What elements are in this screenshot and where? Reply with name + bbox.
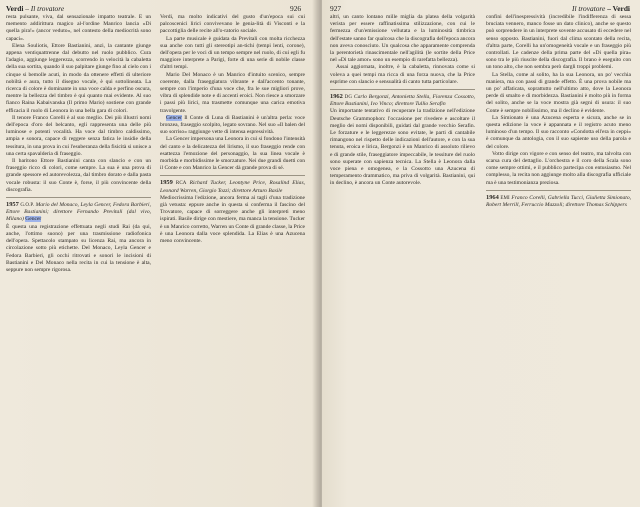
- paragraph: resta pulsante, viva, dal sensazionale impatto teatrale. E un memento addirittura magico al-l'ordine Manrico lancia «Di quella pira!» (ancor veduto», nel contesto della mediocrità sono capaci».: [6, 14, 151, 42]
- right-running-head-title: Il trovatore: [572, 4, 606, 13]
- entry-body: È questa una registrazione effettuata negli studi Rai (da qui, anche, l'ottimo suono) per una trasmissione radiofonica dell'opera. Spettacolo stampato su licenza Rai, ma ancora in circolazione sotto più etichette. Del Monaco, Leyla Gencer e Fedora Barbieri, gli occhi ritrovati e sonori le incisioni di Bastianini e Del Monaco nella recita in cui la tensione è alta, seppure non sempre rigorosa.: [6, 223, 151, 273]
- left-column-2: [160, 14, 305, 502]
- paragraph: La Stella, come al solito, ha la sua Leonora, un po' vecchia maniera, ma con passi di grande effetto. È una prova nobile ma un po' affaticata, soprattutto nell'ultimo atto, dove la Leonora perde di smalto e di morbidezza. Bastianini è molto più in forma del solito, anche se la voce mostra già segni di usura: il suo Conte è sempre nobilissimo, ma il declino è evidente.: [486, 71, 631, 114]
- entry-body: Mediocrissima l'edizione, ancora ferma ai tagli d'una tradizione già vetusta: eppure anche in questa si conferma il fascino del Trovatore, capace di sorreggere anche gli interpreti meno ispirati. Basile dirige con mestiere, ma manca la tensione. Tucker è un Manrico corretto, Warren un Conte di grande classe, la Price è una Leonora dalla voce splendida. La Elias è una Azucena meno convincente.: [160, 194, 305, 245]
- left-running-head-title: Verdi: [6, 4, 24, 13]
- paragraph: confini dell'inespressività (incredibile l'indifferenza di sessa bruciata vennero, manco fosse un dato clinico), anche se questo può sorprendere in un interprete sovente accusato di eccedere nel senso opposto. Bastianini, fuori dal clima scontato della recita, d'altra parte, Corelli ha un'omogeneità vocale e un fraseggio più controllati. Le cadenze della prima parte del «Di quella pira» sono tra le più riuscite della discografia. Il brano è eseguito con un tono alto, che non sembra però dargli troppi problemi.: [486, 14, 631, 71]
- highlighted-word: Gencer: [166, 114, 183, 121]
- entry-year: 1964: [486, 193, 499, 201]
- entry-cast: Carlo Bergonzi, Antonietta Stella, Fiorenza Cossotto, Ettore Bastianini, Ivo Vinco; direttore Tullio Serafin: [330, 94, 475, 108]
- recording-entry-1959: [160, 179, 305, 194]
- left-column-1: [6, 14, 151, 502]
- entry-cast: Richard Tucker, Leontyne Price, Rosalind Elias, Leonard Warren, Giorgio Tozzi; direttore Arturo Basile: [160, 180, 305, 194]
- paragraph: Il baritono Ettore Bastianini canta con slancio e con un fraseggio ricco di colori, come sempre. La sua è una prova di grande spessore ed autorevolezza, dal timbro dorato e dalla pasta vocale robusta: il suo Conte è, forse, il più convincente della discografia.: [6, 158, 151, 193]
- entry-cast: Franco Corelli, Gabriella Tucci, Giulietta Simionato, Robert Merrill, Ferruccio Mazzoli; direttore Thomas Schippers: [486, 194, 631, 209]
- entry-divider: [486, 190, 631, 191]
- entry-label: RCA: [175, 181, 187, 187]
- paragraph: [160, 115, 305, 137]
- entry-year: 1957: [6, 201, 19, 209]
- paragraph: La Gencer impersona una Leonora in cui si fondono l'intensità del canto e la delicatezza del lirismo, il suo fraseggio rende con esattezza l'emozione del personaggio, la sua linea vocale è morbida e morbidissime le smorzature. Nei due grandi duetti con il Conte e con Manrico la Gencer dà grande prova di sé.: [160, 136, 305, 172]
- left-running-head-subtitle: – Il trovatore: [25, 4, 65, 13]
- paragraph: Assai aggiornata, inoltre, è la cabaletta, rinnovata come si voleva a quei tempi ma ricca di una forza nuova, che la Price esprime con slancio e sensualità di canto tutta particolare.: [330, 64, 475, 85]
- paragraph: Votto dirige con vigore e con senso del teatro, ma talvolta con scarsa cura del dettaglio. L'orchestra e il coro della Scala sono come sempre ottimi, e il pubblico partecipa con entusiasmo. Nel complesso, la recita non aggiunge molto alla discografia ufficiale ma è una testimonianza preziosa.: [486, 150, 631, 186]
- entry-cast: Mario del Monaco, Leyla Gencer, Fedora Barbieri, Ettore Bastianini; direttore Fernando Previtali (dal vivo, Milano): [6, 202, 151, 223]
- left-page-number: 926: [290, 4, 302, 13]
- right-running-head-subtitle: – Verdi: [607, 4, 630, 13]
- paragraph: Elena Souliotis, Ettore Bastianini, anzi, la cantante giunge appena ventiquattrenne dal debutto nel ruolo pubblico. Cura l'adagio, aggiunge leggerezza, scorrendo in velocità la cabaletta della sua sortita, quando il suo palpitare giunge fino al cielo con i cinque si bemolle acuti, in modo da ottenere effetti di ulteriore nobiltà e aura, tutto il disegno vocale, è qui sottolineata. La ricerca di colore è dominante in una voce calda e perfino oscura, mentre la bellezza del timbro è qui quanto mai evidente. Al suo fianco Raina Kabaivanska (Il primo Mario) sostiene con grande efficacia il ruolo di Leonora in una bella gara di colori.: [6, 42, 151, 114]
- entry-year: 1959: [160, 179, 173, 187]
- paragraph: Il tenore Franco Corelli è al suo meglio. Dei più illustri nomi dell'epoca d'oro del belcanto, egli rappresenta una delle più luminose e potenti vocalità. Ha voce dal timbro caldissimo, ampia e sonora, capace di reggere senza fatica le insidie della tessitura, in una prova in cui l'esuberanza della fisicità si unisce a una certa spavalderia di fraseggio.: [6, 114, 151, 157]
- recording-entry-1962: [330, 93, 475, 108]
- paragraph: Mario Del Monaco è un Manrico d'intuito scenico, sempre coerente, dalla fraseggiatura vibrante e dall'accento tonante, sempre con l'imperio d'una voce che, fra le sue migliori prove, vibra di splendide note e di accenti eroici. Non riesce a smorzare i passi più lirici, ma trasmette comunque una carica emotiva travolgente.: [160, 71, 305, 114]
- paragraph-text: Il Conte di Luna di Bastianini è un'altra perla: voce bronzea, fraseggio scolpito, legato sovrano. Nel suo «Il balen del suo sorriso» raggiunge vette di intensa espressività.: [160, 114, 305, 136]
- entry-label: EMI: [500, 195, 510, 201]
- search-highlight: Gencer: [25, 216, 42, 223]
- entry-body: Un importante tentativo di recuperare la tradizione nell'edizione Deutsche Grammophon: l'occasione per rivedere e ascoltare il meglio dei nomi disponibili, guidati dal grande vecchio Serafin. Le forzature e le leggerezze sono evitate, le parti di cantabile rimangono nel rispetto delle indicazioni dell'autore, e con la sua tenuta, eroica e lirica, Bergonzi è un Manrico di assoluto rilievo e di grande stile, fraseggiatore impeccabile, le tessiture del ruolo sono superate con sapienza tecnica. La Stella è Leonora dalla voce piena e omogenea, e la Cossotto una Azucena di temperamento drammatico, ma priva di volgarità. Bastianini, qui in declino, è ancora un Conte autorevole.: [330, 108, 475, 187]
- right-column-1: [330, 14, 475, 502]
- entry-divider: [6, 197, 151, 198]
- entry-divider: [330, 89, 475, 90]
- right-column-2: [486, 14, 631, 502]
- right-running-head: [572, 4, 630, 13]
- recording-entry-1957: [6, 201, 151, 224]
- entry-label: G.O.P.: [20, 203, 35, 209]
- paragraph: Verdi, ma molto indicativi del gusto d'un'epoca sui cui palcoscenici lirici convivevano le genia-lità di Visconti e la paccottiglia delle recite all'o-ratorio sociale.: [160, 14, 305, 35]
- left-running-head: [6, 4, 64, 13]
- right-page: [322, 0, 640, 507]
- left-page: [0, 0, 318, 507]
- paragraph: La Simionato è una Azucena esperta e sicura, anche se in questa edizione la voce è appannata e il registro acuto meno luminoso d'un tempo. Il suo racconto «Condotta ell'era in ceppi» è comunque da antologia, con il suo sapiente uso della parola e del colore.: [486, 114, 631, 150]
- entry-divider: [160, 175, 305, 176]
- paragraph: altri, un canto lontano mille miglia da platea della volgarità verista per essere raffinatissima stilizzazione, con cui le fermezza d'un'emissione vellutata e la luminosità timbrica dell'estate sanno far qualcosa che la discografia dell'epoca ancora non aveva conosciuto. Un qualcosa che apparamente comprenda la perentorietà rinascimentale nell'agilità (le sortite della Price nel «Di tale amor» sono un esempio di rarefatta bellezza).: [330, 14, 475, 64]
- entry-label: DG: [344, 95, 353, 101]
- entry-year: 1962: [330, 93, 343, 101]
- paragraph: La parte musicale è guidata da Previtali con molta ricchezza sua anche con tutti gli stereotipi an-tichi (tempi lenti, corone), dell'opera per le voci di un tempo sempre nel ruolo, di cui egli fu maggiore interprete a Parigi, forte di una serie di nobile classe d'altri tempi.: [160, 35, 305, 71]
- recording-entry-1964: [486, 194, 631, 209]
- right-page-number: 927: [330, 4, 342, 13]
